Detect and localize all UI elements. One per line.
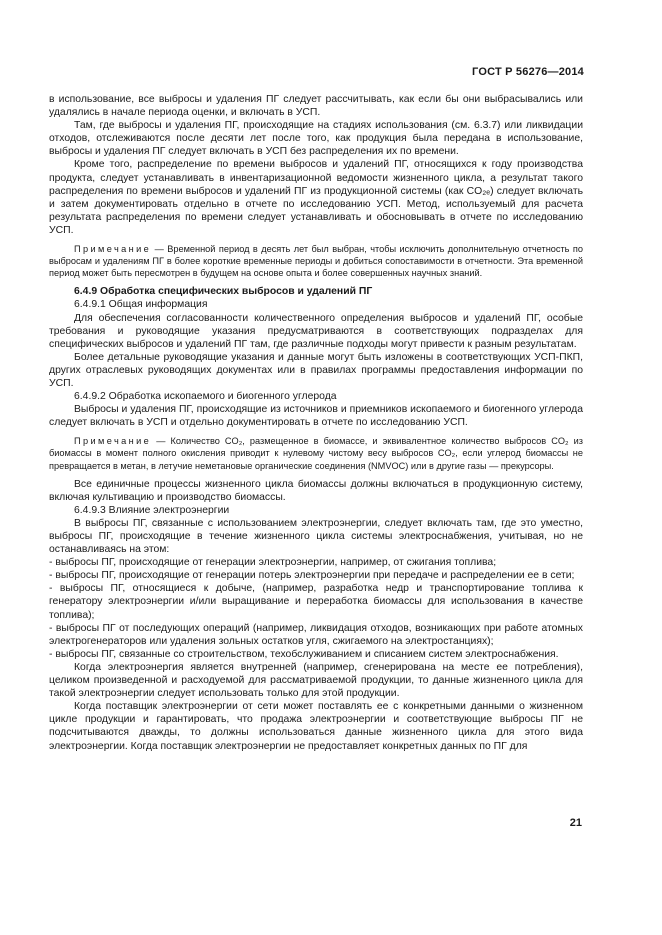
note-text: — Количество CO₂, размещенное в биомассе, и эквивалентное количество выбросов CO₂ из биомассы в момент полного окисления приводит к нулевому чистому весу выбросов CO₂, если углерод биомассы не превращается в метан, в летучие неметановые органические соединения (NMVOC) или в другие газы — прекурсоры. [49,436,583,471]
document-body [49,93,583,753]
note [49,243,583,279]
note-label: Примечание [74,244,152,255]
list-item: - выбросы ПГ, относящиеся к добыче, (например, разработка недр и транспортирование топлива к генератору электроэнергии и/или выращивание и переработка биомассы для использования в качестве топлива); [49,583,583,621]
paragraph: Выбросы и удаления ПГ, происходящие из источников и приемников ископаемого и биогенного углерода следует включать в УСП и отдельно документировать в отчете по исследованию УСП. [49,404,583,429]
subsection-heading: 6.4.9.2 Обработка ископаемого и биогенного углерода [74,391,337,403]
paragraph: Когда поставщик электроэнергии от сети может поставлять ее с конкретными данными о жизненном цикле продукции и гарантировать, что продажа электроэнергии и соответствующие выбросы ПГ не подсчитываются дважды, то должны использоваться данные жизненного цикла для этого вида электроэнергии. Когда поставщик электроэнергии не предоставляет конкретных данных по ПГ для [49,701,583,752]
paragraph: Все единичные процессы жизненного цикла биомассы должны включаться в продукционную систему, включая культивацию и производство биомассы. [49,478,583,503]
paragraph: Более детальные руководящие указания и данные могут быть изложены в соответствующих УСП-ПКП, других отраслевых руководящих документах или в правилах программы предоставления информации по УСП. [49,351,583,389]
document-number: ГОСТ Р 56276—2014 [472,66,584,78]
list-item: - выбросы ПГ, происходящие от генерации потерь электроэнергии при передаче и распределении ее в сети; [49,570,575,582]
subsection-heading: 6.4.9.3 Влияние электроэнергии [74,504,230,516]
list-item: - выбросы ПГ, происходящие от генерации электроэнергии, например, от сжигания топлива; [49,557,497,569]
paragraph: В выбросы ПГ, связанные с использованием электроэнергии, следует включать там, где это уместно, выбросы ПГ, происходящие в течение жизненного цикла системы электроснабжения, учитывая, но не останавливаясь на этом: [49,517,583,556]
paragraph: Когда электроэнергия является внутренней (например, сгенерирована на месте ее потребления), целиком произведенной и расходуемой для рассматриваемой продукции, то данные жизненного цикла для такой электроэнергии следует использовать только для этой продукции. [49,661,583,700]
note-text: — Временной период в десять лет был выбран, чтобы исключить дополнительную отчетность по выбросам и удалениям ПГ в более короткие временные периоды и добиться сопоставимости в отчетности. Эта временной период может быть пересмотрен в будущем на основе опыта и более совершенных научных знаний. [49,244,583,279]
subsection-heading: 6.4.9.1 Общая информация [74,299,208,311]
paragraph: в использование, все выбросы и удаления ПГ следует рассчитывать, как если бы они выбрасывались или удалялись в начале периода оценки, и включать в УСП. [49,94,583,119]
paragraph: Там, где выбросы и удаления ПГ, происходящие на стадиях использования (см. 6.3.7) или ликвидации отходов, отслеживаются после десяти лет после того, как продукция была передана в использование, выбросы и удаления ПГ следует включать в УСП без распределения их по времени. [49,120,583,158]
page-number: 21 [569,817,582,829]
section-heading: 6.4.9 Обработка специфических выбросов и удалений ПГ [74,286,373,298]
paragraph: Для обеспечения согласованности количественного определения выбросов и удалений ПГ, особые требования и руководящие указания предусматриваются в соответствующих подразделах для специфических выбросов и удалений ПГ там, где различные подходы могут привести к разным результатам. [49,312,583,350]
paragraph: Кроме того, распределение по времени выбросов и удалений ПГ, относящихся к году производства продукта, следует устанавливать в инвентаризационной ведомости жизненного цикла, а результат такого распределения по времени выбросов и удалений ПГ из продукционной системы (как CO₂ₑ) следует включать и затем документировать отдельно в отчете по исследованию УСП. Метод, используемый для расчета результата распределения по времени следует устанавливать и обосновывать в отчете по исследованию УСП. [49,159,583,236]
note [49,435,583,471]
note-label: Примечание [74,436,152,447]
list-item: - выбросы ПГ от последующих операций (например, ликвидация отходов, возникающих при работе атомных электрогенераторов или удаления зольных остатков угля, сжигаемого на электростанциях); [49,622,583,647]
list-item: - выбросы ПГ, связанные со строительством, техобслуживанием и списанием систем электроснабжения. [49,648,559,660]
